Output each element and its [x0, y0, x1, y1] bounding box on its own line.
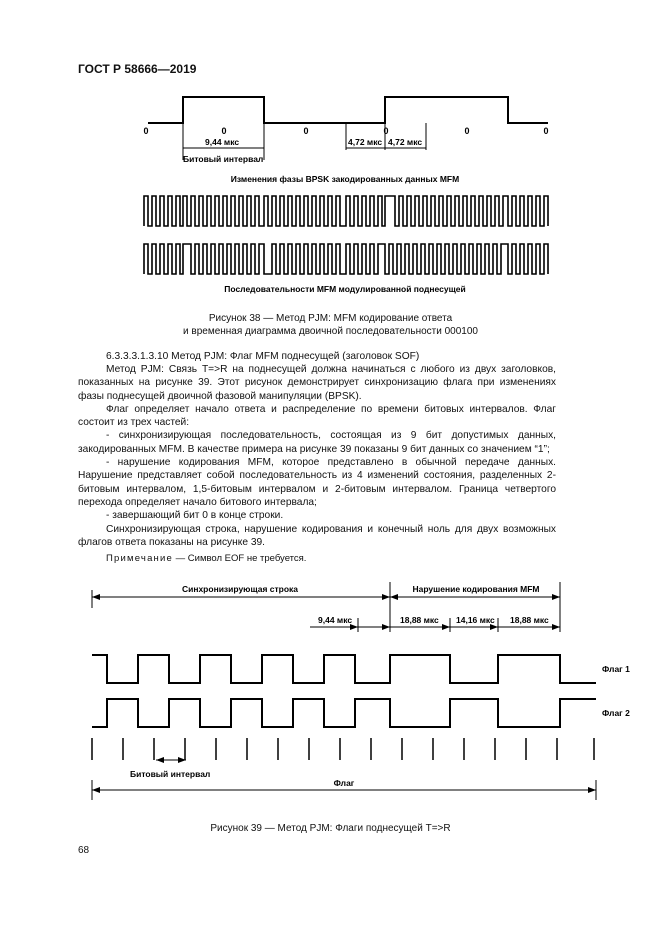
fig38-time-4-72-a: 4,72 мкс	[348, 137, 383, 147]
fig38-bit-interval-label: Битовый интервал	[183, 154, 264, 164]
bit-value: 0	[303, 126, 309, 136]
fig38-mfm-title: Последовательности MFM модулированной поднесущей	[224, 284, 466, 294]
fig39-time-9-44: 9,44 мкс	[318, 615, 353, 625]
fig39-flag2-waveform	[92, 699, 596, 727]
figure-39-caption: Рисунок 39 — Метод PJM: Флаги поднесущей T=>R	[210, 823, 451, 834]
list-item-2: - нарушение кодирования MFM, которое представлено в обычной передаче данных. Нарушение представляет собой последовательность из 4 изменений состояния, разделенных 2-битовым интервалом, 1,5-битовым интервалом и 2-битовым интервалом. Граница четвертого перехода определяет начало битового интервала;	[78, 457, 556, 508]
page-number: 68	[78, 845, 90, 856]
fig39-bit-interval-label: Битовый интервал	[130, 769, 211, 779]
fig38-time-4-72-b: 4,72 мкс	[388, 137, 423, 147]
fig38-bpsk-waveform	[144, 196, 548, 226]
bit-value: 0	[383, 126, 389, 136]
fig38-waveform	[148, 97, 548, 123]
figure-38-caption	[0, 312, 661, 338]
note-text: — Символ EOF не требуется.	[173, 553, 307, 565]
bit-value: 0	[221, 126, 227, 136]
fig39-flag2-label: Флаг 2	[602, 708, 630, 718]
fig39-flag-label: Флаг	[333, 778, 355, 788]
fig39-time-18-88-b: 18,88 мкс	[510, 615, 549, 625]
list-item-3: - завершающий бит 0 в конце строки.	[106, 510, 284, 522]
fig38-mfm-waveform	[144, 244, 548, 274]
figure-38-caption-line1: Рисунок 38 — Метод PJM: MFM кодирование ответа	[208, 313, 453, 324]
fig39-flag1-label: Флаг 1	[602, 664, 630, 674]
fig38-bpsk-title: Изменения фазы BPSK закодированных данных MFM	[230, 174, 460, 184]
fig39-time-18-88-a: 18,88 мкс	[400, 615, 439, 625]
note	[78, 552, 556, 565]
figure-39	[0, 570, 661, 830]
paragraph-2: Флаг определяет начало ответа и распределение по времени битовых интервалов. Флаг состоит из трех частей:	[78, 403, 556, 429]
note-label: Примечание	[106, 553, 173, 565]
bit-value: 0	[464, 126, 470, 136]
fig39-flag1-waveform	[92, 655, 596, 683]
fig39-bit-ticks	[92, 738, 594, 760]
fig39-sync-label: Синхронизирующая строка	[181, 584, 299, 594]
section-heading: 6.3.3.3.1.3.10 Метод PJM: Флаг MFM поднесущей (заголовок SOF)	[106, 351, 420, 362]
fig39-violation-label: Нарушение кодирования MFM	[412, 584, 540, 594]
section-body	[106, 350, 556, 363]
bit-value: 0	[143, 126, 149, 136]
fig39-time-14-16: 14,16 мкс	[456, 615, 495, 625]
paragraph-1: Метод PJM: Связь T=>R на поднесущей должна начинаться с любого из двух заголовков, показанных на рисунке 39. Этот рисунок демонстрирует синхронизацию флага при изменениях фазы поднесущей двоичной фазовой манипуляции (BPSK).	[78, 364, 556, 402]
document-header: ГОСТ Р 58666—2019	[78, 62, 197, 76]
paragraph-3: Синхронизирующая строка, нарушение кодирования и конечный ноль для двух возможных флагов ответа показаны на рисунке 39.	[78, 523, 556, 548]
list-item-1: - синхронизирующая последовательность, состоящая из 9 бит допустимых данных, закодированных MFM. В качестве примера на рисунке 39 показаны 9 бит данных со значением “1”;	[78, 430, 556, 455]
figure-38-caption-line2: и временная диаграмма двоичной последовательности 000100	[183, 326, 478, 337]
figure-38	[0, 0, 661, 320]
section-paragraphs	[78, 363, 556, 565]
fig38-time-9-44: 9,44 мкс	[205, 137, 240, 147]
bit-value: 0	[543, 126, 549, 136]
